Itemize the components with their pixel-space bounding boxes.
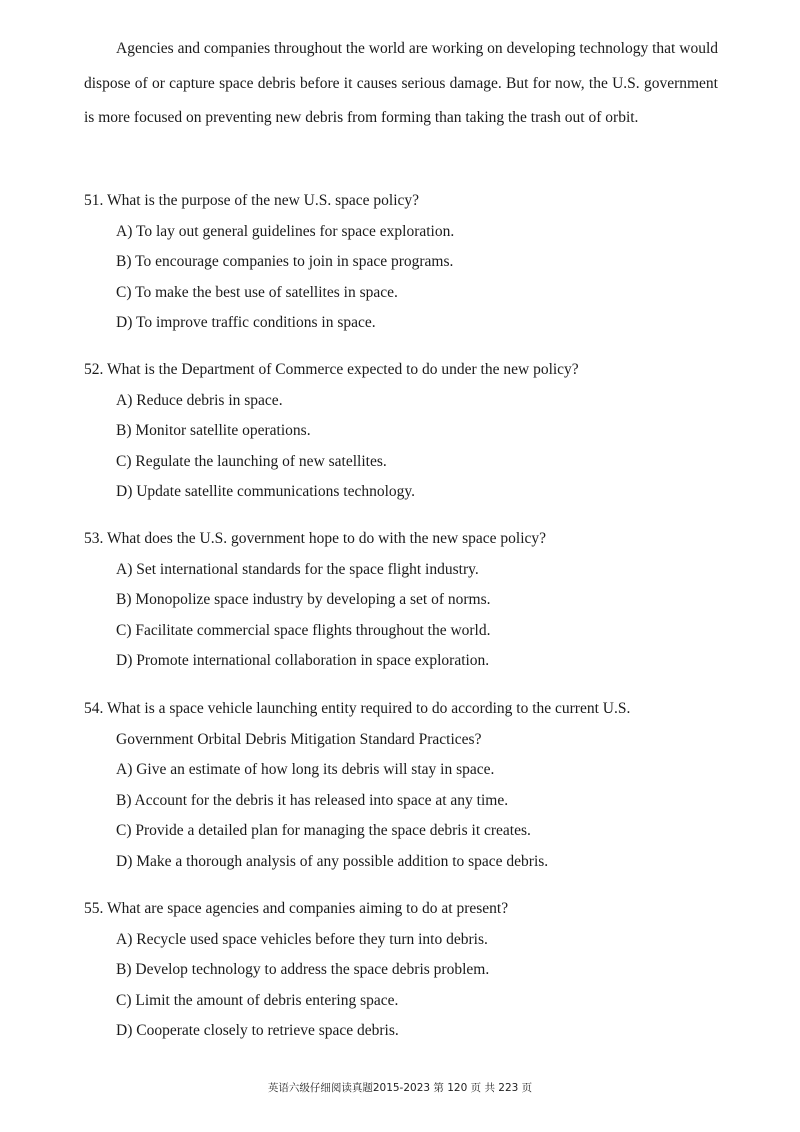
page-footer: 英语六级仔细阅读真题2015-2023 第 120 页 共 223 页 <box>267 1082 533 1094</box>
option-c: C) Provide a detailed plan for managing the space debris it creates. <box>116 822 531 839</box>
option-b: B) Monopolize space industry by developing a set of norms. <box>116 591 491 608</box>
question-51 <box>84 186 718 339</box>
option-c: C) Facilitate commercial space flights throughout the world. <box>116 621 491 639</box>
option-a: A) Set international standards for the space flight industry. <box>116 560 479 578</box>
option-c: C) To make the best use of satellites in space. <box>116 283 398 301</box>
question-55 <box>84 894 718 1047</box>
question-53 <box>84 524 718 677</box>
question-stem <box>84 694 718 755</box>
question-stem: 53. What does the U.S. government hope to do with the new space policy? <box>84 530 547 547</box>
option-d: D) To improve traffic conditions in space. <box>116 314 376 331</box>
option-b: B) Account for the debris it has released into space at any time. <box>116 791 509 809</box>
question-stem-line2: Government Orbital Debris Mitigation Standard Practices? <box>116 730 482 748</box>
option-b: B) To encourage companies to join in space programs. <box>116 253 454 270</box>
option-d: D) Make a thorough analysis of any possible addition to space debris. <box>116 852 549 870</box>
option-d: D) Cooperate closely to retrieve space debris. <box>116 1022 399 1039</box>
option-a: A) Give an estimate of how long its debris will stay in space. <box>116 761 495 778</box>
option-c: C) Limit the amount of debris entering space. <box>116 991 399 1009</box>
option-d: D) Update satellite communications technology. <box>116 483 416 500</box>
question-stem-line1: 54. What is a space vehicle launching entity required to do according to the current U.S. <box>84 700 631 717</box>
option-a: A) Reduce debris in space. <box>116 391 283 409</box>
question-stem: 51. What is the purpose of the new U.S. space policy? <box>84 192 420 209</box>
option-b: B) Monitor satellite operations. <box>116 422 311 439</box>
option-d: D) Promote international collaboration in space exploration. <box>116 652 490 669</box>
question-stem: 55. What are space agencies and companies aiming to do at present? <box>84 900 509 917</box>
question-stem: 52. What is the Department of Commerce expected to do under the new policy? <box>84 361 579 378</box>
question-54 <box>84 694 718 877</box>
option-a: A) To lay out general guidelines for space exploration. <box>116 222 455 240</box>
option-a: A) Recycle used space vehicles before they turn into debris. <box>116 930 488 948</box>
option-b: B) Develop technology to address the space debris problem. <box>116 961 490 978</box>
passage-paragraph: Agencies and companies throughout the world are working on developing technology that would dispose of or capture space debris before it causes serious damage. But for now, the U.S. government is more focused on preventing new debris from forming than taking the trash out of orbit. <box>84 40 718 126</box>
option-c: C) Regulate the launching of new satellites. <box>116 452 387 470</box>
question-52 <box>84 355 718 508</box>
